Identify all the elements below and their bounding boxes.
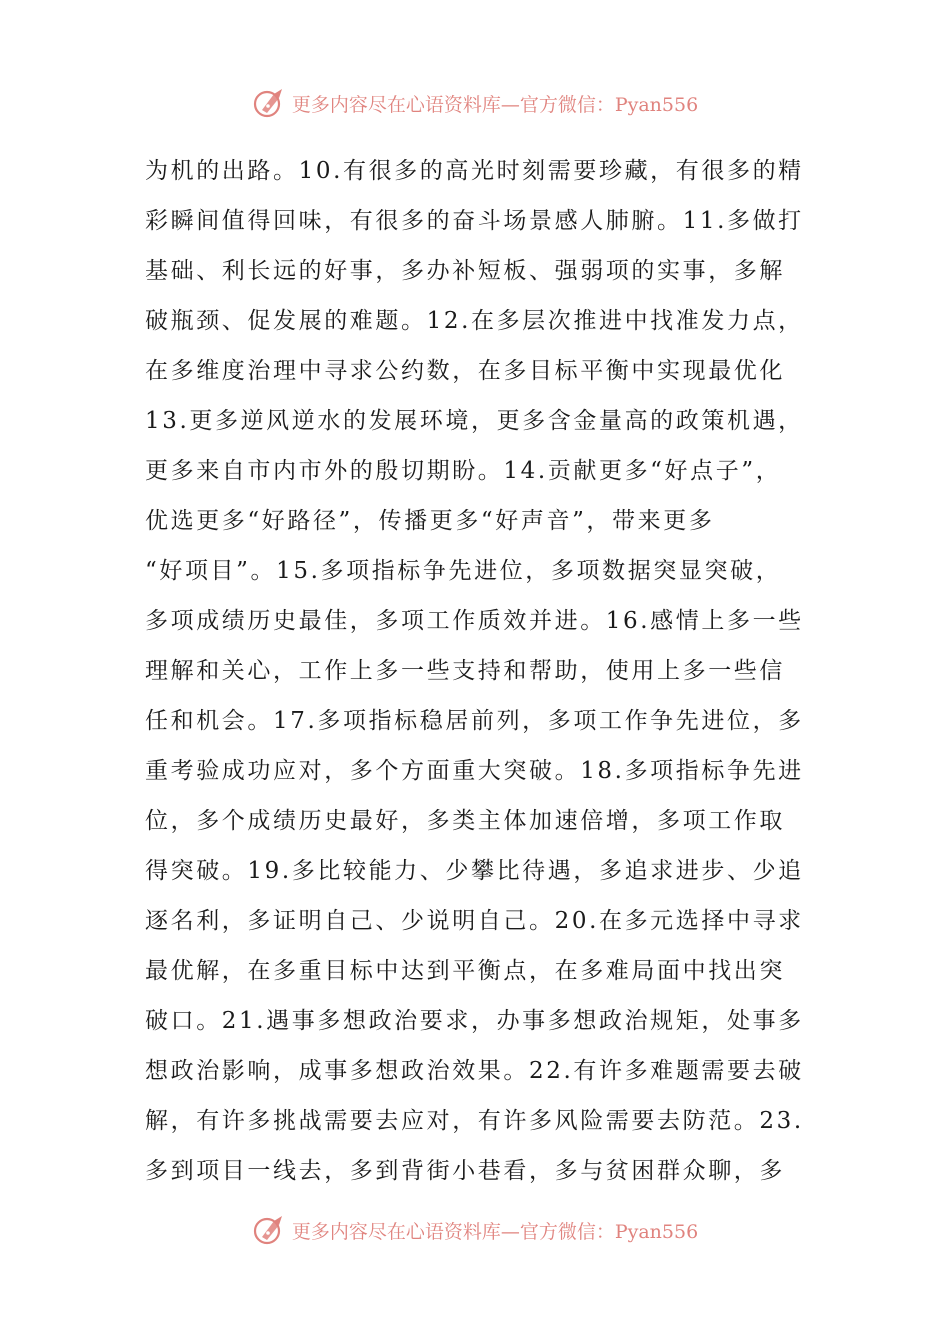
text-line: 更多来自市内市外的殷切期盼。14.贡献更多“好点子”， (145, 458, 782, 484)
footer-watermark-text: 更多内容尽在心语资料库—官方微信：Pyan556 (291, 1220, 699, 1243)
text-line: 破口。21.遇事多想政治要求，办事多想政治规矩，处事多 (145, 1008, 804, 1034)
text-line: 理解和关心，工作上多一些支持和帮助，使用上多一些信 (145, 658, 785, 684)
text-line: 多到项目一线去，多到背街小巷看，多与贫困群众聊，多 (145, 1158, 785, 1184)
text-line: 为机的出路。10.有很多的高光时刻需要珍藏，有很多的精 (145, 158, 804, 184)
pen-nib-logo-icon (252, 1213, 286, 1247)
text-line: 想政治影响，成事多想政治效果。22.有许多难题需要去破 (145, 1058, 804, 1084)
header-watermark-text: 更多内容尽在心语资料库—官方微信：Pyan556 (291, 93, 699, 116)
text-line: 优选更多“好路径”，传播更多“好声音”，带来更多 (145, 508, 715, 534)
text-line: 得突破。19.多比较能力、少攀比待遇，多追求进步、少追 (145, 858, 804, 884)
text-line: 位，多个成绩历史最好，多类主体加速倍增，多项工作取 (145, 808, 785, 834)
header-watermark-inner (252, 86, 698, 120)
text-line: 逐名利，多证明自己、少说明自己。20.在多元选择中寻求 (145, 908, 804, 934)
text-line: 任和机会。17.多项指标稳居前列，多项工作争先进位，多 (145, 708, 804, 734)
text-line: 破瓶颈、促发展的难题。12.在多层次推进中找准发力点， (145, 308, 804, 334)
text-line: 重考验成功应对，多个方面重大突破。18.多项指标争先进 (145, 758, 804, 784)
document-body (145, 146, 807, 1196)
text-line: 最优解，在多重目标中达到平衡点，在多难局面中找出突 (145, 958, 785, 984)
footer-watermark-inner (252, 1213, 698, 1247)
text-line: 在多维度治理中寻求公约数，在多目标平衡中实现最优化 (145, 358, 785, 384)
pen-nib-logo-icon (252, 86, 286, 120)
text-line: 彩瞬间值得回味，有很多的奋斗场景感人肺腑。11.多做打 (145, 208, 804, 234)
text-line: 多项成绩历史最佳，多项工作质效并进。16.感情上多一些 (145, 608, 804, 634)
text-line: 13.更多逆风逆水的发展环境，更多含金量高的政策机遇， (145, 408, 804, 434)
text-line: “好项目”。15.多项指标争先进位，多项数据突显突破， (145, 558, 782, 584)
text-line: 基础、利长远的好事，多办补短板、强弱项的实事，多解 (145, 258, 785, 284)
text-line: 解，有许多挑战需要去应对，有许多风险需要去防范。23. (145, 1108, 804, 1134)
header-watermark (0, 83, 950, 123)
footer-watermark (0, 1210, 950, 1250)
